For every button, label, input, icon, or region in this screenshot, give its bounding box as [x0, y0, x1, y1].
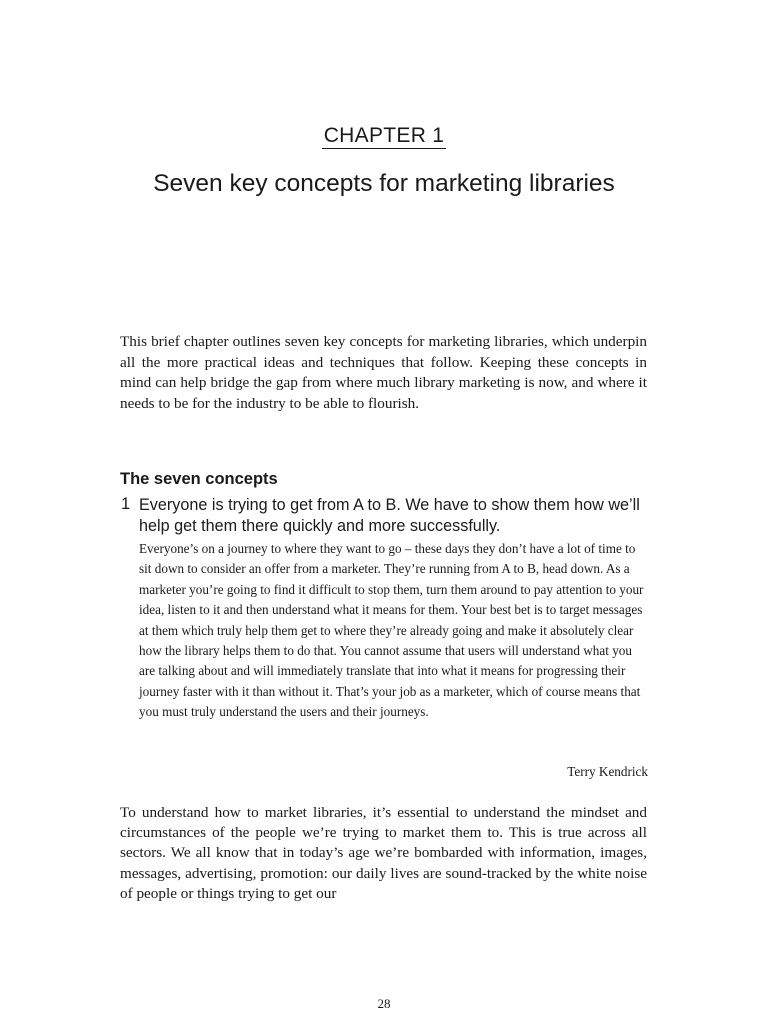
body-paragraph: To understand how to market libraries, it’s essential to understand the mindset and circumstances of the people we’re trying to market them to. This is true across all sectors. We all know that in today’s age we’re bombarded with information, images, messages, advertising, promotion: our daily lives are sound-tracked by the white noise of people or things trying to get our — [120, 804, 647, 902]
block-quote: Everyone’s on a journey to where they want to go – these days they don’t have a lot of time to sit down to consider an offer from a marketer. They’re running from A to B, head down. As a marketer you’re going to find it difficult to stop them, turn them around to pay attention to your idea, listen to it and then understand what it means for them. Your best bet is to target messages at them which truly help them get to where they’re already going and make it absolutely clear how the library helps them to do that. You cannot assume that users will understand what you are talking about and will immediately translate that into what it means for progressing their journey faster with it than without it. That’s your job as a marketer, which of course means that you must truly understand the users and their journeys. — [139, 541, 644, 720]
page-number: 28 — [377, 996, 391, 1011]
chapter-title: Seven key concepts for marketing libraries — [153, 170, 615, 198]
section-heading: The seven concepts — [120, 470, 278, 488]
concept-headline: Everyone is trying to get from A to B. We have to show them how we’ll help get them there quickly and more successfully. — [139, 496, 640, 535]
quote-attribution: Terry Kendrick — [567, 764, 648, 779]
chapter-label-text: CHAPTER 1 — [323, 124, 445, 147]
chapter-label — [0, 124, 768, 148]
intro-paragraph: This brief chapter outlines seven key concepts for marketing libraries, which underpin all the more practical ideas and techniques that follow. Keeping these concepts in mind can help bridge the gap from where much library marketing is now, and where it needs to be for the industry to be able to flourish. — [120, 333, 647, 412]
concept-number: 1 — [121, 495, 131, 513]
